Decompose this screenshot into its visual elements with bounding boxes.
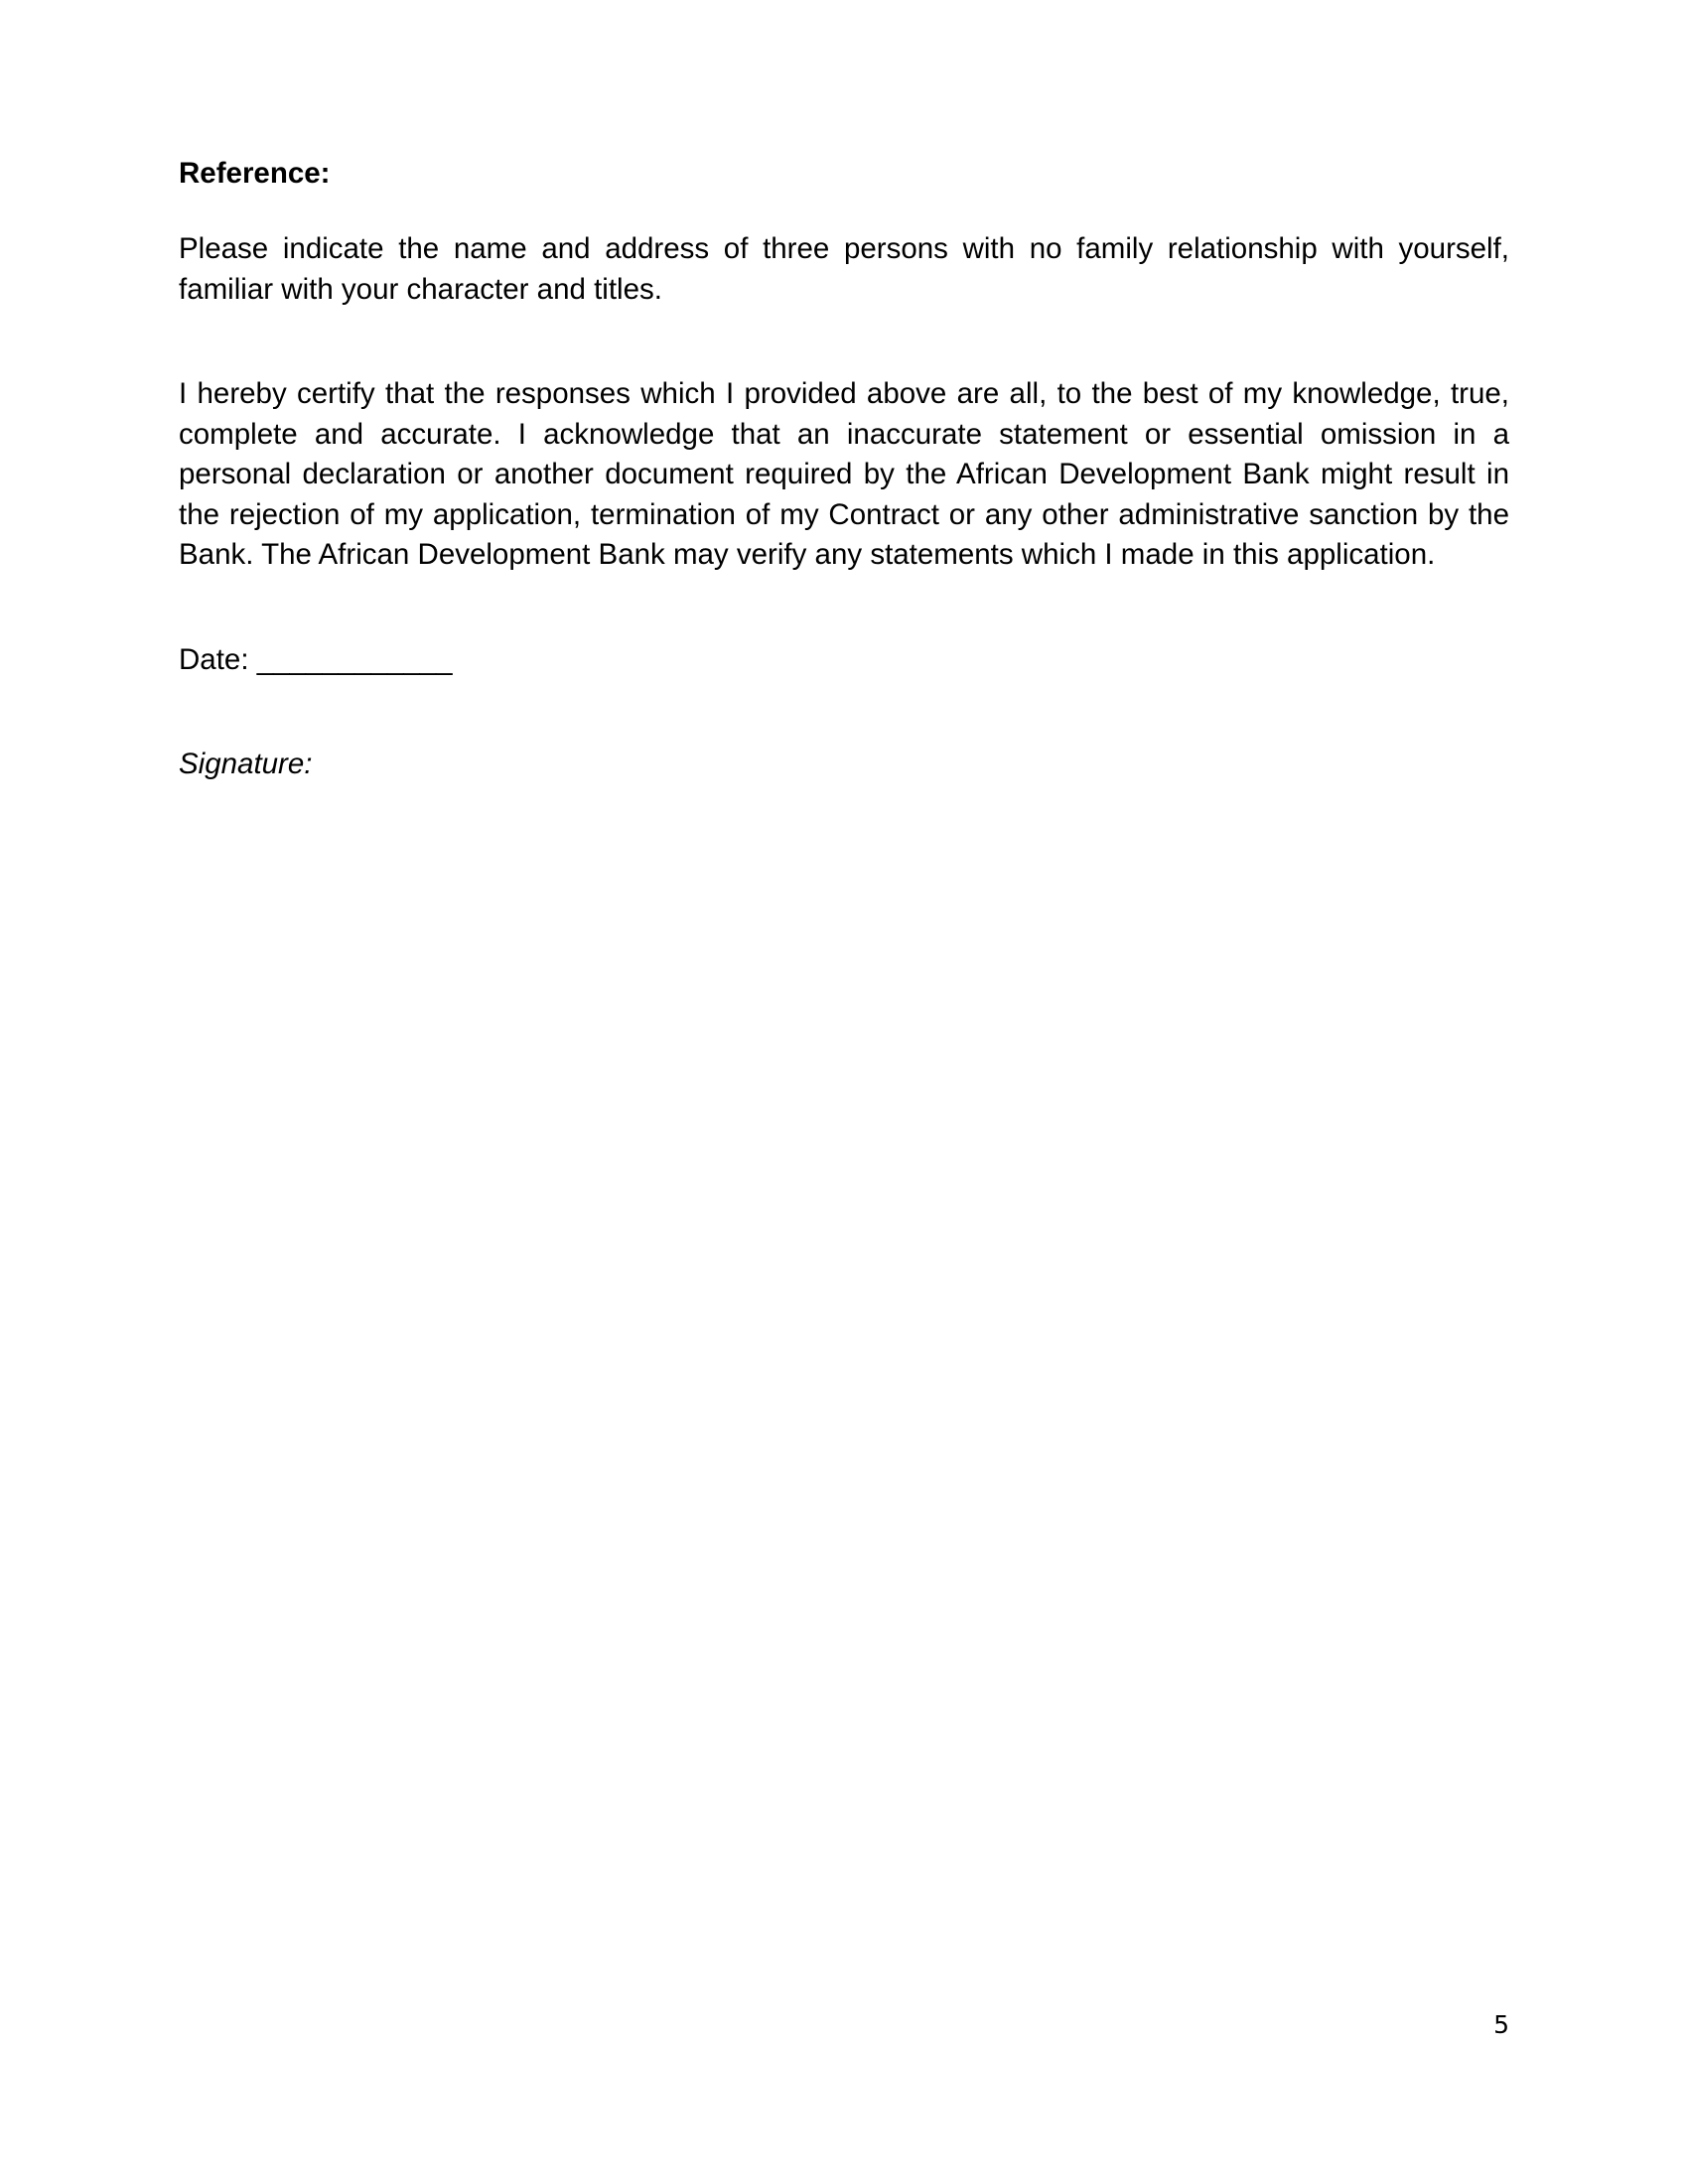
reference-instruction: Please indicate the name and address of three persons with no family relationship with yourself, familiar with your character and titles. <box>179 232 1509 306</box>
page-number: 5 <box>1493 2010 1509 2039</box>
reference-heading: Reference: <box>179 157 331 190</box>
certification-paragraph: I hereby certify that the responses which I provided above are all, to the best of my knowledge, true, complete and accurate. I acknowledge that an inaccurate statement or essential omission in a personal declaration or another document required by the African Development Bank might result in the rejection of my application, termination of my Contract or any other administrative sanction by the Bank. The African Development Bank may verify any statements which I made in this application. <box>179 377 1509 571</box>
signature-label: Signature: <box>179 748 313 780</box>
date-field: Date: ____________ <box>179 643 453 676</box>
